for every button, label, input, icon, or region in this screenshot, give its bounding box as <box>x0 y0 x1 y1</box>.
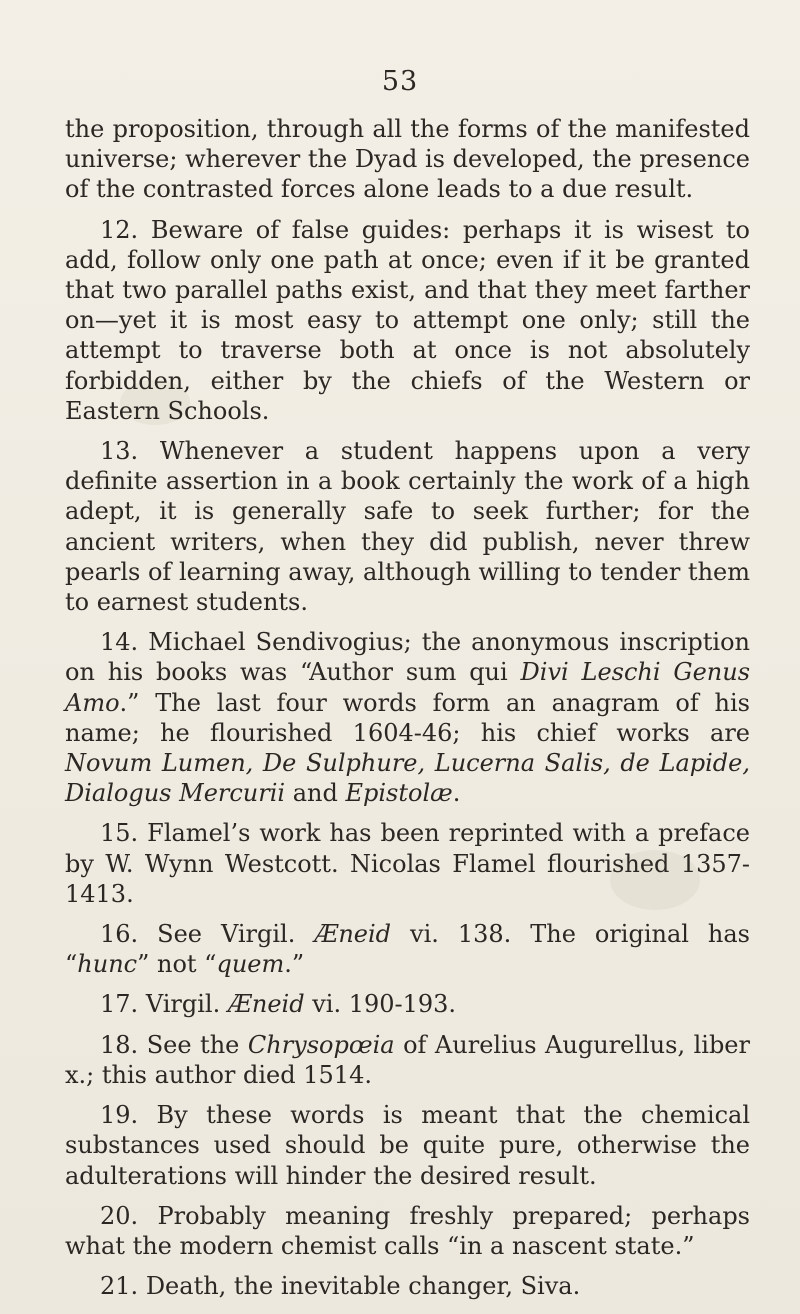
note-text-part: ” not “ <box>137 950 217 979</box>
note-italic-text: Novum Lumen, De Sulphure, Lucerna Salis, de Lapide, Dialogus Mercurii <box>65 749 750 808</box>
note-18 <box>65 1030 750 1090</box>
note-text-part: and <box>285 779 346 808</box>
note-text-part: . <box>452 779 461 808</box>
note-14 <box>65 627 750 808</box>
note-italic-text: quem <box>216 950 285 979</box>
note-number: 18. <box>100 1030 139 1059</box>
note-text-part: vi. 138. The original has “ <box>65 920 750 979</box>
note-text-part: vi. 190-193. <box>304 990 457 1019</box>
note-text-part: .” <box>284 950 305 979</box>
note-text-part: See the <box>146 1030 248 1059</box>
note-number: 21. <box>100 1272 139 1301</box>
note-20 <box>65 1201 750 1261</box>
note-text-part: of Aurelius Augurellus, liber x.; this author died 1514. <box>65 1030 750 1089</box>
note-text-part: Michael Sendivogius; the anonymous inscription on his books was “Author sum qui <box>65 628 750 687</box>
note-italic-text: Epistolæ <box>345 779 453 808</box>
note-15 <box>65 818 750 909</box>
note-number: 13. <box>100 437 139 466</box>
note-text: By these words is meant that the chemical substances used should be quite pure, otherwise the adulterations will hinder the desired result. <box>65 1101 750 1190</box>
note-13 <box>65 436 750 617</box>
note-italic-text: hunc <box>77 950 138 979</box>
note-text-part: Virgil. <box>145 990 228 1019</box>
page-number: 53 <box>381 66 419 97</box>
note-text: Whenever a student happens upon a very definite assertion in a book certainly the work of a high adept, it is generally safe to seek further; for the ancient writers, when they did publish, never threw pearls of learning away, although willing to tender them to earnest students. <box>65 437 750 617</box>
note-italic-text: Æneid <box>314 920 392 949</box>
note-text: Death, the inevitable changer, Siva. <box>145 1272 581 1301</box>
note-italic-text: Chrysopœia <box>247 1030 395 1059</box>
paragraph-text: the proposition, through all the forms of the manifested universe; wherever the Dyad is developed, the presence of the contrasted forces alone leads to a due result. <box>65 115 750 204</box>
note-number: 12. <box>100 215 139 244</box>
note-number: 16. <box>100 920 139 949</box>
note-number: 15. <box>100 819 139 848</box>
note-text: Probably meaning freshly prepared; perhaps what the modern chemist calls “in a nascent state.” <box>65 1201 750 1260</box>
note-19 <box>65 1100 750 1191</box>
note-17 <box>65 989 750 1019</box>
note-16 <box>65 919 750 979</box>
note-text: Beware of false guides: perhaps it is wisest to add, follow only one path at once; even if it be granted that two parallel paths exist, and that they meet farther on—yet it is most easy to attempt one only; still the attempt to traverse both at once is not absolutely forbidden, either by the chiefs of the Western or Eastern Schools. <box>65 215 750 425</box>
note-12 <box>65 215 750 426</box>
note-number: 14. <box>100 628 139 657</box>
note-21 <box>65 1271 750 1301</box>
note-text: Flamel’s work has been reprinted with a preface by W. Wynn Westcott. Nicolas Flamel flourished 1357-1413. <box>65 819 750 908</box>
note-italic-text: Divi Leschi Genus Amo <box>65 658 751 717</box>
note-text-part: .” The last four words form an anagram of his name; he flourished 1604-46; his chief works are <box>65 688 750 747</box>
note-text-part: See Virgil. <box>157 920 315 949</box>
note-number: 17. <box>100 990 139 1019</box>
notes-text <box>65 114 750 1301</box>
paragraph-continuation <box>65 114 750 205</box>
note-number: 20. <box>100 1201 139 1230</box>
note-italic-text: Æneid <box>227 990 305 1019</box>
note-number: 19. <box>100 1101 139 1130</box>
